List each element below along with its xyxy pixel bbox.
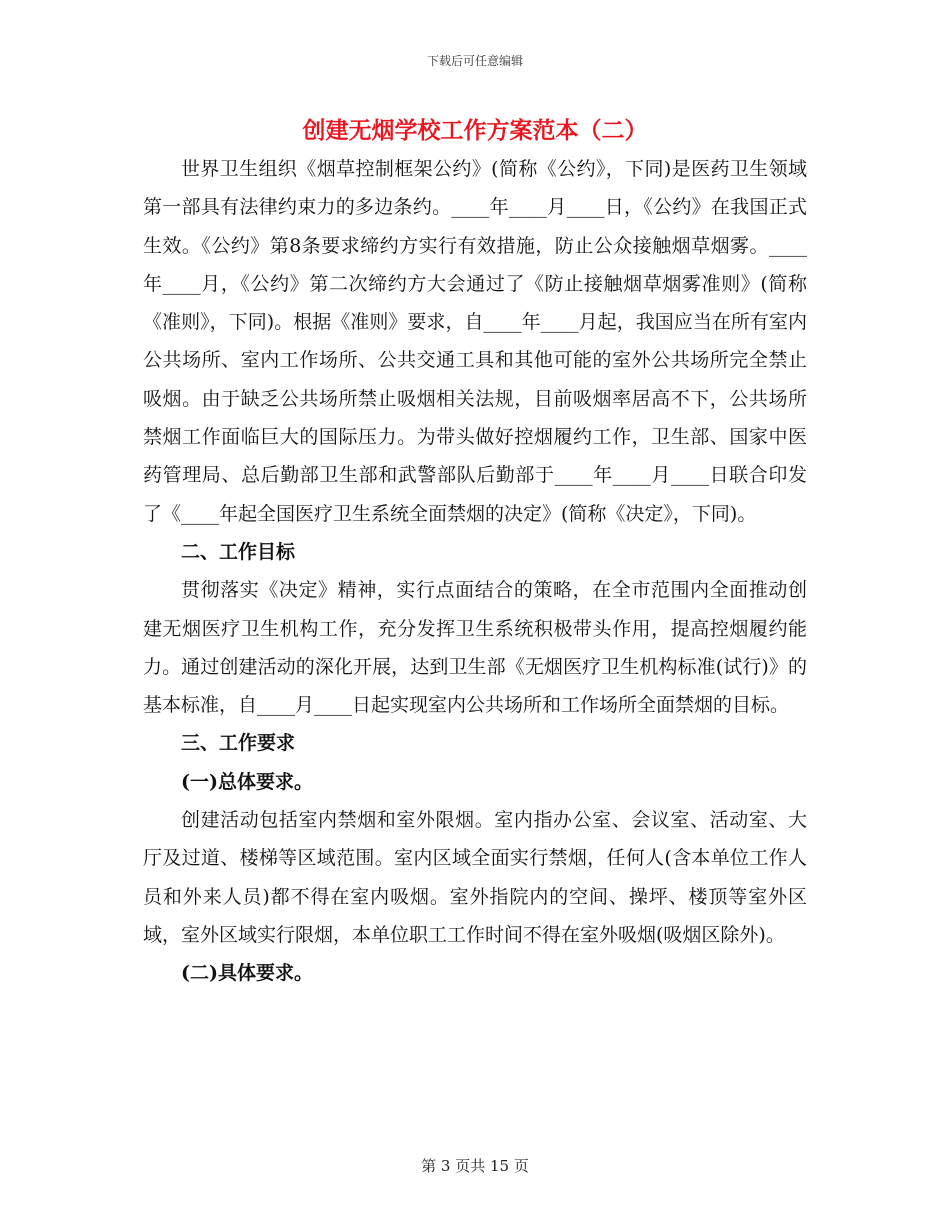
section-heading: (二)具体要求。 [181, 962, 313, 985]
body-paragraph: 创建活动包括室内禁烟和室外限烟。室内指办公室、会议室、活动室、大厅及过道、楼梯等区域范围。室内区域全面实行禁烟，任何人(含本单位工作人员和外来人员)都不得在室内吸烟。室外指院内的空间、操坪、楼顶等室外区域，室外区域实行限烟，本单位职工工作时间不得在室外吸烟(吸烟区除外)。 [143, 809, 807, 946]
document-body [143, 150, 807, 993]
document-title: 创建无烟学校工作方案范本（二） [302, 117, 648, 144]
body-paragraph: 贯彻落实《决定》精神，实行点面结合的策略，在全市范围内全面推动创建无烟医疗卫生机构工作，充分发挥卫生系统积极带头作用，提高控烟履约能力。通过创建活动的深化开展，达到卫生部《无烟医疗卫生机构标准(试行)》的基本标准，自____月____日起实现室内公共场所和工作场所全面禁烟的目标。 [143, 579, 807, 717]
body-paragraph: 世界卫生组织《烟草控制框架公约》(简称《公约》，下同)是医药卫生领域第一部具有法律约束力的多边条约。____年____月____日，《公约》在我国正式生效。《公约》第8条要求缔约方实行有效措施，防止公众接触烟草烟雾。____年____月，《公约》第二次缔约方大会通过了《防止接触烟草烟雾准则》(简称《准则》，下同)。根据《准则》要求，自____年____月起，我国应当在所有室内公共场所、室内工作场所、公共交通工具和其他可能的室外公共场所完全禁止吸烟。由于缺乏公共场所禁止吸烟相关法规，目前吸烟率居高不下，公共场所禁烟工作面临巨大的国际压力。为带头做好控烟履约工作，卫生部、国家中医药管理局、总后勤部卫生部和武警部队后勤部于____年____月____日联合印发了《____年起全国医疗卫生系统全面禁烟的决定》(简称《决定》，下同)。 [143, 158, 807, 525]
page-header-note: 下载后可任意编辑 [426, 54, 523, 68]
section-heading: 二、工作目标 [181, 540, 296, 563]
section-heading: 三、工作要求 [181, 732, 296, 755]
page-number-footer: 第 3 页共 15 页 [421, 1157, 529, 1175]
section-heading: (一)总体要求。 [181, 770, 313, 793]
